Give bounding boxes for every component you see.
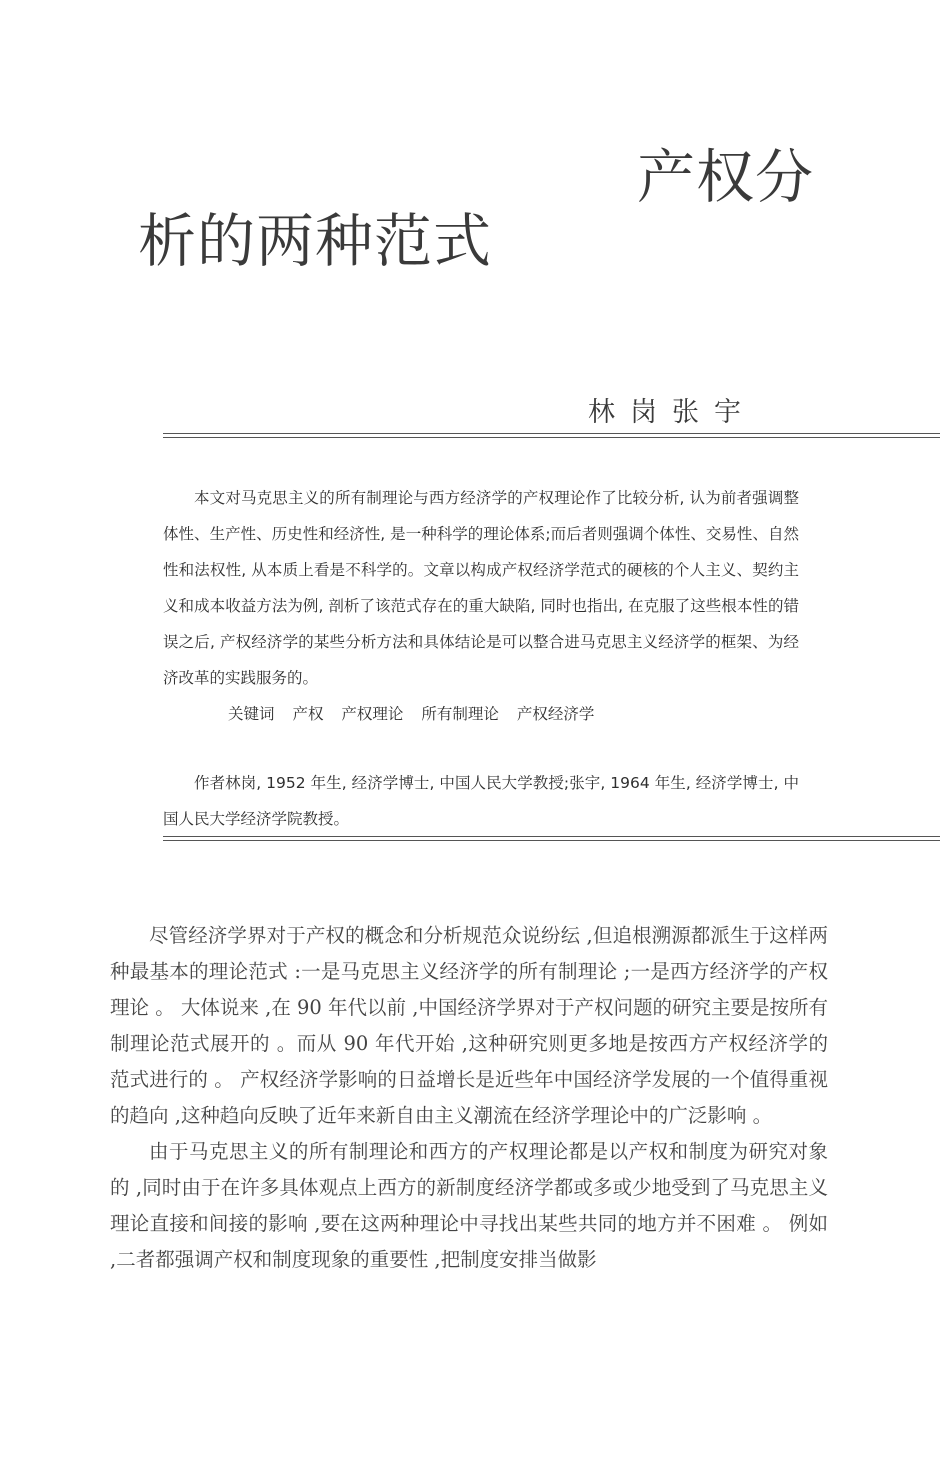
divider-top <box>163 433 940 438</box>
body-paragraph: 由于马克思主义的所有制理论和西方的产权理论都是以产权和制度为研究对象的 ,同时由于在许多具体观点上西方的新制度经济学都或多或少地受到了马克思主义理论直接和间接的影响 ,要在这两种理论中寻找出某些共同的地方并不困难 。 例如 ,二者都强调产权和制度现象的重要性 ,把制度安排当做影 <box>110 1140 828 1271</box>
keyword: 产权经济学 <box>516 705 595 723</box>
body-paragraph: 尽管经济学界对于产权的概念和分析规范众说纷纭 ,但追根溯源都派生于这样两种最基本的理论范式 :一是马克思主义经济学的所有制理论 ;一是西方经济学的产权理论 。 大体说来 ,在 90 年代以前 ,中国经济学界对于产权问题的研究主要是按所有制理论范式展开的 。而从 90 年代开始 ,这种研究则更多地是按西方产权经济学的范式进行的 。 产权经济学影响的日益增长是近些年中国经济学发展的一个值得重视的趋向 ,这种趋向反映了近年来新自由主义潮流在经济学理论中的广泛影响 。 <box>110 924 828 1127</box>
keywords-line <box>163 696 799 732</box>
title-line-2: 析的两种范式 <box>138 207 493 275</box>
keyword: 产权理论 <box>341 705 404 723</box>
keywords-label: 关键词 <box>228 705 275 723</box>
abstract-block <box>163 480 799 837</box>
divider-bottom <box>163 836 940 841</box>
keyword: 产权 <box>292 705 324 723</box>
author-info: 作者林岗, 1952 年生, 经济学博士, 中国人民大学教授;张宇, 1964 年生, 经济学博士, 中国人民大学经济学院教授。 <box>163 774 799 828</box>
abstract-text: 本文对马克思主义的所有制理论与西方经济学的产权理论作了比较分析, 认为前者强调整体性、生产性、历史性和经济性, 是一种科学的理论体系;而后者则强调个体性、交易性、自然性和法权性, 从本质上看是不科学的。文章以构成产权经济学范式的硬核的个人主义、契约主义和成本收益方法为例, 剖析了该范式存在的重大缺陷, 同时也指出, 在克服了这些根本性的错误之后, 产权经济学的某些分析方法和具体结论是可以整合进马克思主义经济学的框架、为经济改革的实践服务的。 <box>163 489 799 687</box>
body-text <box>110 918 828 1278</box>
keyword: 所有制理论 <box>421 705 499 723</box>
author-names: 林岗张宇 <box>588 397 756 428</box>
title-line-1: 产权分 <box>637 143 815 211</box>
